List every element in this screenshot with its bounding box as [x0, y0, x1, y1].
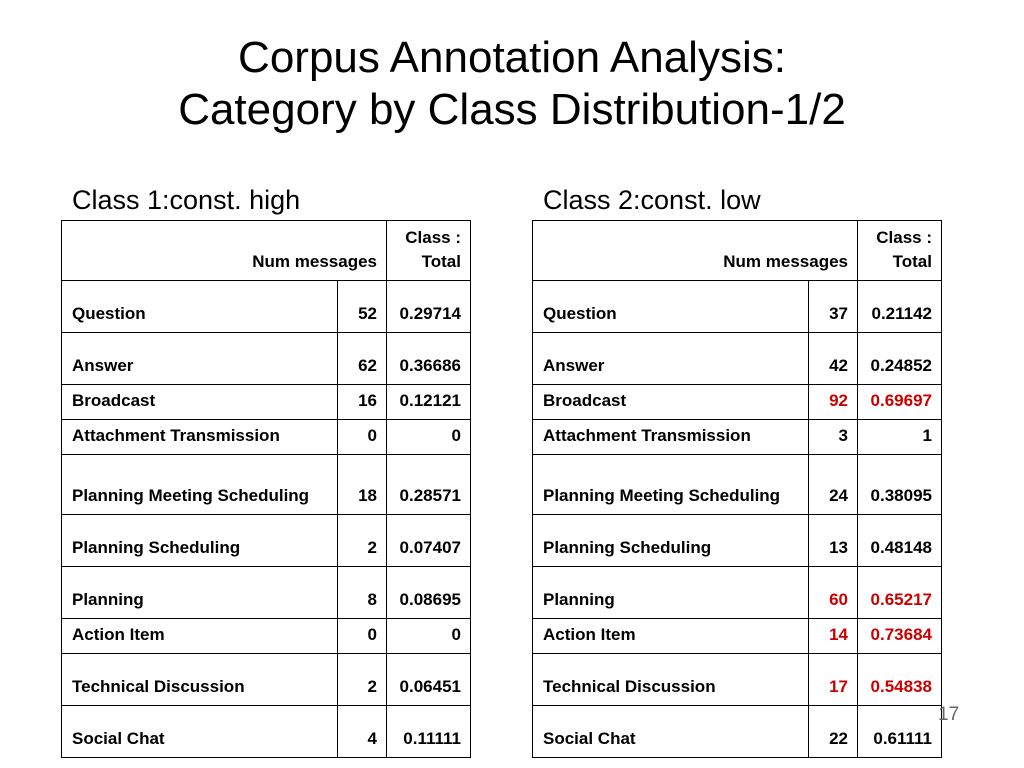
class-total-ratio-cell: 1	[858, 420, 942, 455]
category-name-cell: Action Item	[62, 619, 338, 654]
class-total-ratio-cell: 0.65217	[858, 567, 942, 619]
header-ratio-line-2: Total	[892, 252, 932, 271]
message-count-cell: 52	[338, 281, 387, 333]
table-row	[62, 706, 471, 758]
table-row	[533, 333, 942, 385]
class-total-ratio-cell: 0.38095	[858, 455, 942, 515]
class-total-ratio-cell: 0.36686	[387, 333, 471, 385]
header-ratio-line-1: Class :	[876, 228, 932, 247]
table-row	[533, 455, 942, 515]
message-count-cell: 0	[338, 619, 387, 654]
table-row	[62, 333, 471, 385]
table-row	[533, 281, 942, 333]
class-total-ratio-cell: 0.12121	[387, 385, 471, 420]
slide-title	[0, 32, 1024, 136]
category-name-cell: Planning	[533, 567, 809, 619]
message-count-cell: 37	[809, 281, 858, 333]
table-row	[62, 567, 471, 619]
message-count-cell: 13	[809, 515, 858, 567]
table-row	[62, 515, 471, 567]
table-row	[62, 281, 471, 333]
table-row	[533, 567, 942, 619]
message-count-cell: 16	[338, 385, 387, 420]
message-count-cell: 92	[809, 385, 858, 420]
class-total-ratio-cell: 0.11111	[387, 706, 471, 758]
page-number: 17	[938, 704, 960, 725]
class-total-ratio-cell: 0.69697	[858, 385, 942, 420]
category-name-cell: Broadcast	[62, 385, 338, 420]
title-line-2: Category by Class Distribution-1/2	[178, 85, 846, 134]
header-ratio-line-1: Class :	[405, 228, 461, 247]
category-name-cell: Answer	[62, 333, 338, 385]
class-1-table	[61, 220, 471, 758]
category-name-cell: Technical Discussion	[62, 654, 338, 706]
class-total-ratio-cell: 0.29714	[387, 281, 471, 333]
class-total-ratio-cell: 0.28571	[387, 455, 471, 515]
class-total-ratio-cell: 0.48148	[858, 515, 942, 567]
table-row	[533, 420, 942, 455]
header-num-messages: Num messages	[533, 221, 858, 281]
category-name-cell: Action Item	[533, 619, 809, 654]
message-count-cell: 3	[809, 420, 858, 455]
message-count-cell: 42	[809, 333, 858, 385]
message-count-cell: 2	[338, 515, 387, 567]
message-count-cell: 22	[809, 706, 858, 758]
category-name-cell: Planning Meeting Scheduling	[62, 455, 338, 515]
header-row	[533, 221, 942, 281]
class-total-ratio-cell: 0.07407	[387, 515, 471, 567]
category-name-cell: Planning Meeting Scheduling	[533, 455, 809, 515]
class-total-ratio-cell: 0	[387, 619, 471, 654]
message-count-cell: 62	[338, 333, 387, 385]
title-line-1: Corpus Annotation Analysis:	[238, 33, 786, 82]
table-row	[533, 515, 942, 567]
table-row	[62, 654, 471, 706]
category-name-cell: Attachment Transmission	[533, 420, 809, 455]
message-count-cell: 8	[338, 567, 387, 619]
class-2-subtitle: Class 2:const. low	[543, 185, 761, 215]
class-total-ratio-cell: 0.61111	[858, 706, 942, 758]
class-1-subtitle: Class 1:const. high	[72, 185, 301, 215]
message-count-cell: 4	[338, 706, 387, 758]
class-total-ratio-cell: 0	[387, 420, 471, 455]
message-count-cell: 0	[338, 420, 387, 455]
table-row	[533, 706, 942, 758]
category-name-cell: Social Chat	[533, 706, 809, 758]
table-row	[533, 385, 942, 420]
message-count-cell: 17	[809, 654, 858, 706]
header-num-messages: Num messages	[62, 221, 387, 281]
table-row	[62, 619, 471, 654]
category-name-cell: Planning	[62, 567, 338, 619]
category-name-cell: Question	[533, 281, 809, 333]
category-name-cell: Question	[62, 281, 338, 333]
message-count-cell: 60	[809, 567, 858, 619]
class-total-ratio-cell: 0.54838	[858, 654, 942, 706]
category-name-cell: Attachment Transmission	[62, 420, 338, 455]
header-ratio-line-2: Total	[421, 252, 461, 271]
header-class-total	[858, 221, 942, 281]
class-total-ratio-cell: 0.21142	[858, 281, 942, 333]
category-name-cell: Broadcast	[533, 385, 809, 420]
message-count-cell: 18	[338, 455, 387, 515]
category-name-cell: Answer	[533, 333, 809, 385]
message-count-cell: 14	[809, 619, 858, 654]
class-2-table	[532, 220, 942, 758]
table-row	[62, 420, 471, 455]
table-row	[533, 619, 942, 654]
table-row	[533, 654, 942, 706]
category-name-cell: Technical Discussion	[533, 654, 809, 706]
category-name-cell: Social Chat	[62, 706, 338, 758]
category-name-cell: Planning Scheduling	[533, 515, 809, 567]
table-row	[62, 385, 471, 420]
message-count-cell: 24	[809, 455, 858, 515]
header-class-total	[387, 221, 471, 281]
header-row	[62, 221, 471, 281]
table-row	[62, 455, 471, 515]
class-total-ratio-cell: 0.73684	[858, 619, 942, 654]
class-total-ratio-cell: 0.06451	[387, 654, 471, 706]
category-name-cell: Planning Scheduling	[62, 515, 338, 567]
message-count-cell: 2	[338, 654, 387, 706]
class-total-ratio-cell: 0.24852	[858, 333, 942, 385]
class-total-ratio-cell: 0.08695	[387, 567, 471, 619]
